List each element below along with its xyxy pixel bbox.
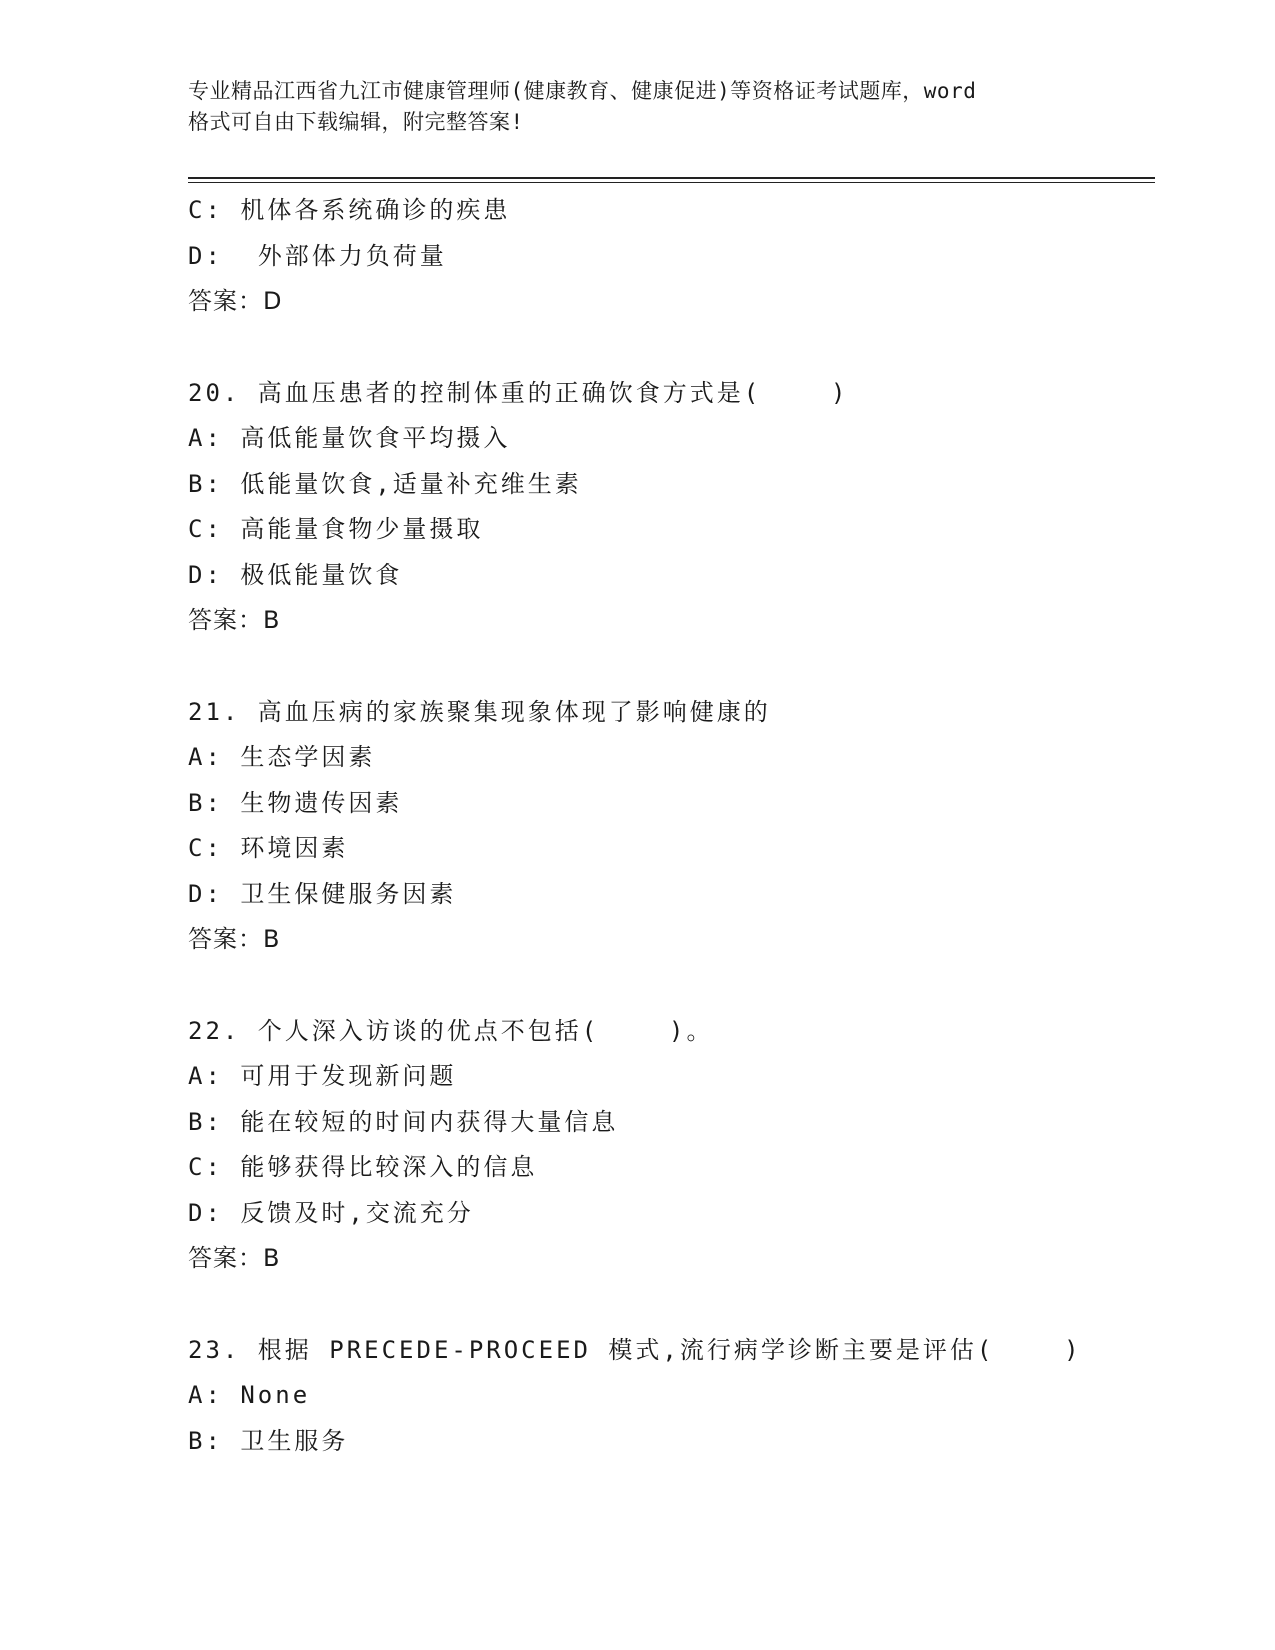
question-21-block bbox=[188, 690, 1148, 963]
header-line-1: 专业精品江西省九江市健康管理师(健康教育、健康促进)等资格证考试题库，word bbox=[188, 79, 977, 103]
option-c: C: 能够获得比较深入的信息 bbox=[188, 1153, 538, 1181]
question-20-block bbox=[188, 371, 1148, 644]
spacer bbox=[188, 963, 1148, 1009]
answer-label: 答案：B bbox=[188, 1244, 281, 1272]
question-list bbox=[188, 188, 1148, 1464]
answer-label: 答案：B bbox=[188, 925, 281, 953]
header-divider-thin bbox=[188, 182, 1155, 183]
document-header bbox=[188, 76, 1088, 138]
option-a: A: None bbox=[188, 1381, 311, 1409]
spacer bbox=[188, 644, 1148, 690]
question-stem: 21. 高血压病的家族聚集现象体现了影响健康的 bbox=[188, 697, 771, 726]
option-c: C: 高能量食物少量摄取 bbox=[188, 515, 484, 543]
option-c: C: 环境因素 bbox=[188, 834, 349, 862]
option-a: A: 生态学因素 bbox=[188, 743, 376, 771]
question-stem: 23. 根据 PRECEDE-PROCEED 模式,流行病学诊断主要是评估( ) bbox=[188, 1335, 1082, 1364]
question-stem: 22. 个人深入访谈的优点不包括( )。 bbox=[188, 1016, 714, 1045]
answer-label: 答案：D bbox=[188, 287, 283, 315]
option-b: B: 生物遗传因素 bbox=[188, 788, 403, 817]
option-d: D: 卫生保健服务因素 bbox=[188, 879, 457, 908]
option-c: C: 机体各系统确诊的疾患 bbox=[188, 196, 511, 224]
header-divider-thick bbox=[188, 177, 1155, 179]
option-a: A: 高低能量饮食平均摄入 bbox=[188, 424, 511, 452]
option-d: D: 反馈及时,交流充分 bbox=[188, 1198, 474, 1227]
option-a: A: 可用于发现新问题 bbox=[188, 1062, 457, 1090]
question-stem: 20. 高血压患者的控制体重的正确饮食方式是( ) bbox=[188, 378, 849, 407]
option-d: D: 极低能量饮食 bbox=[188, 560, 403, 589]
spacer bbox=[188, 1282, 1148, 1328]
answer-label: 答案：B bbox=[188, 606, 281, 634]
spacer bbox=[188, 325, 1148, 371]
question-23-block bbox=[188, 1328, 1148, 1465]
option-d: D: 外部体力负荷量 bbox=[188, 241, 447, 270]
option-b: B: 低能量饮食,适量补充维生素 bbox=[188, 469, 582, 498]
option-b: B: 能在较短的时间内获得大量信息 bbox=[188, 1107, 619, 1136]
header-line-2: 格式可自由下载编辑，附完整答案! bbox=[188, 110, 524, 134]
option-b: B: 卫生服务 bbox=[188, 1426, 349, 1455]
question-22-block bbox=[188, 1009, 1148, 1282]
question-19-block bbox=[188, 188, 1148, 325]
